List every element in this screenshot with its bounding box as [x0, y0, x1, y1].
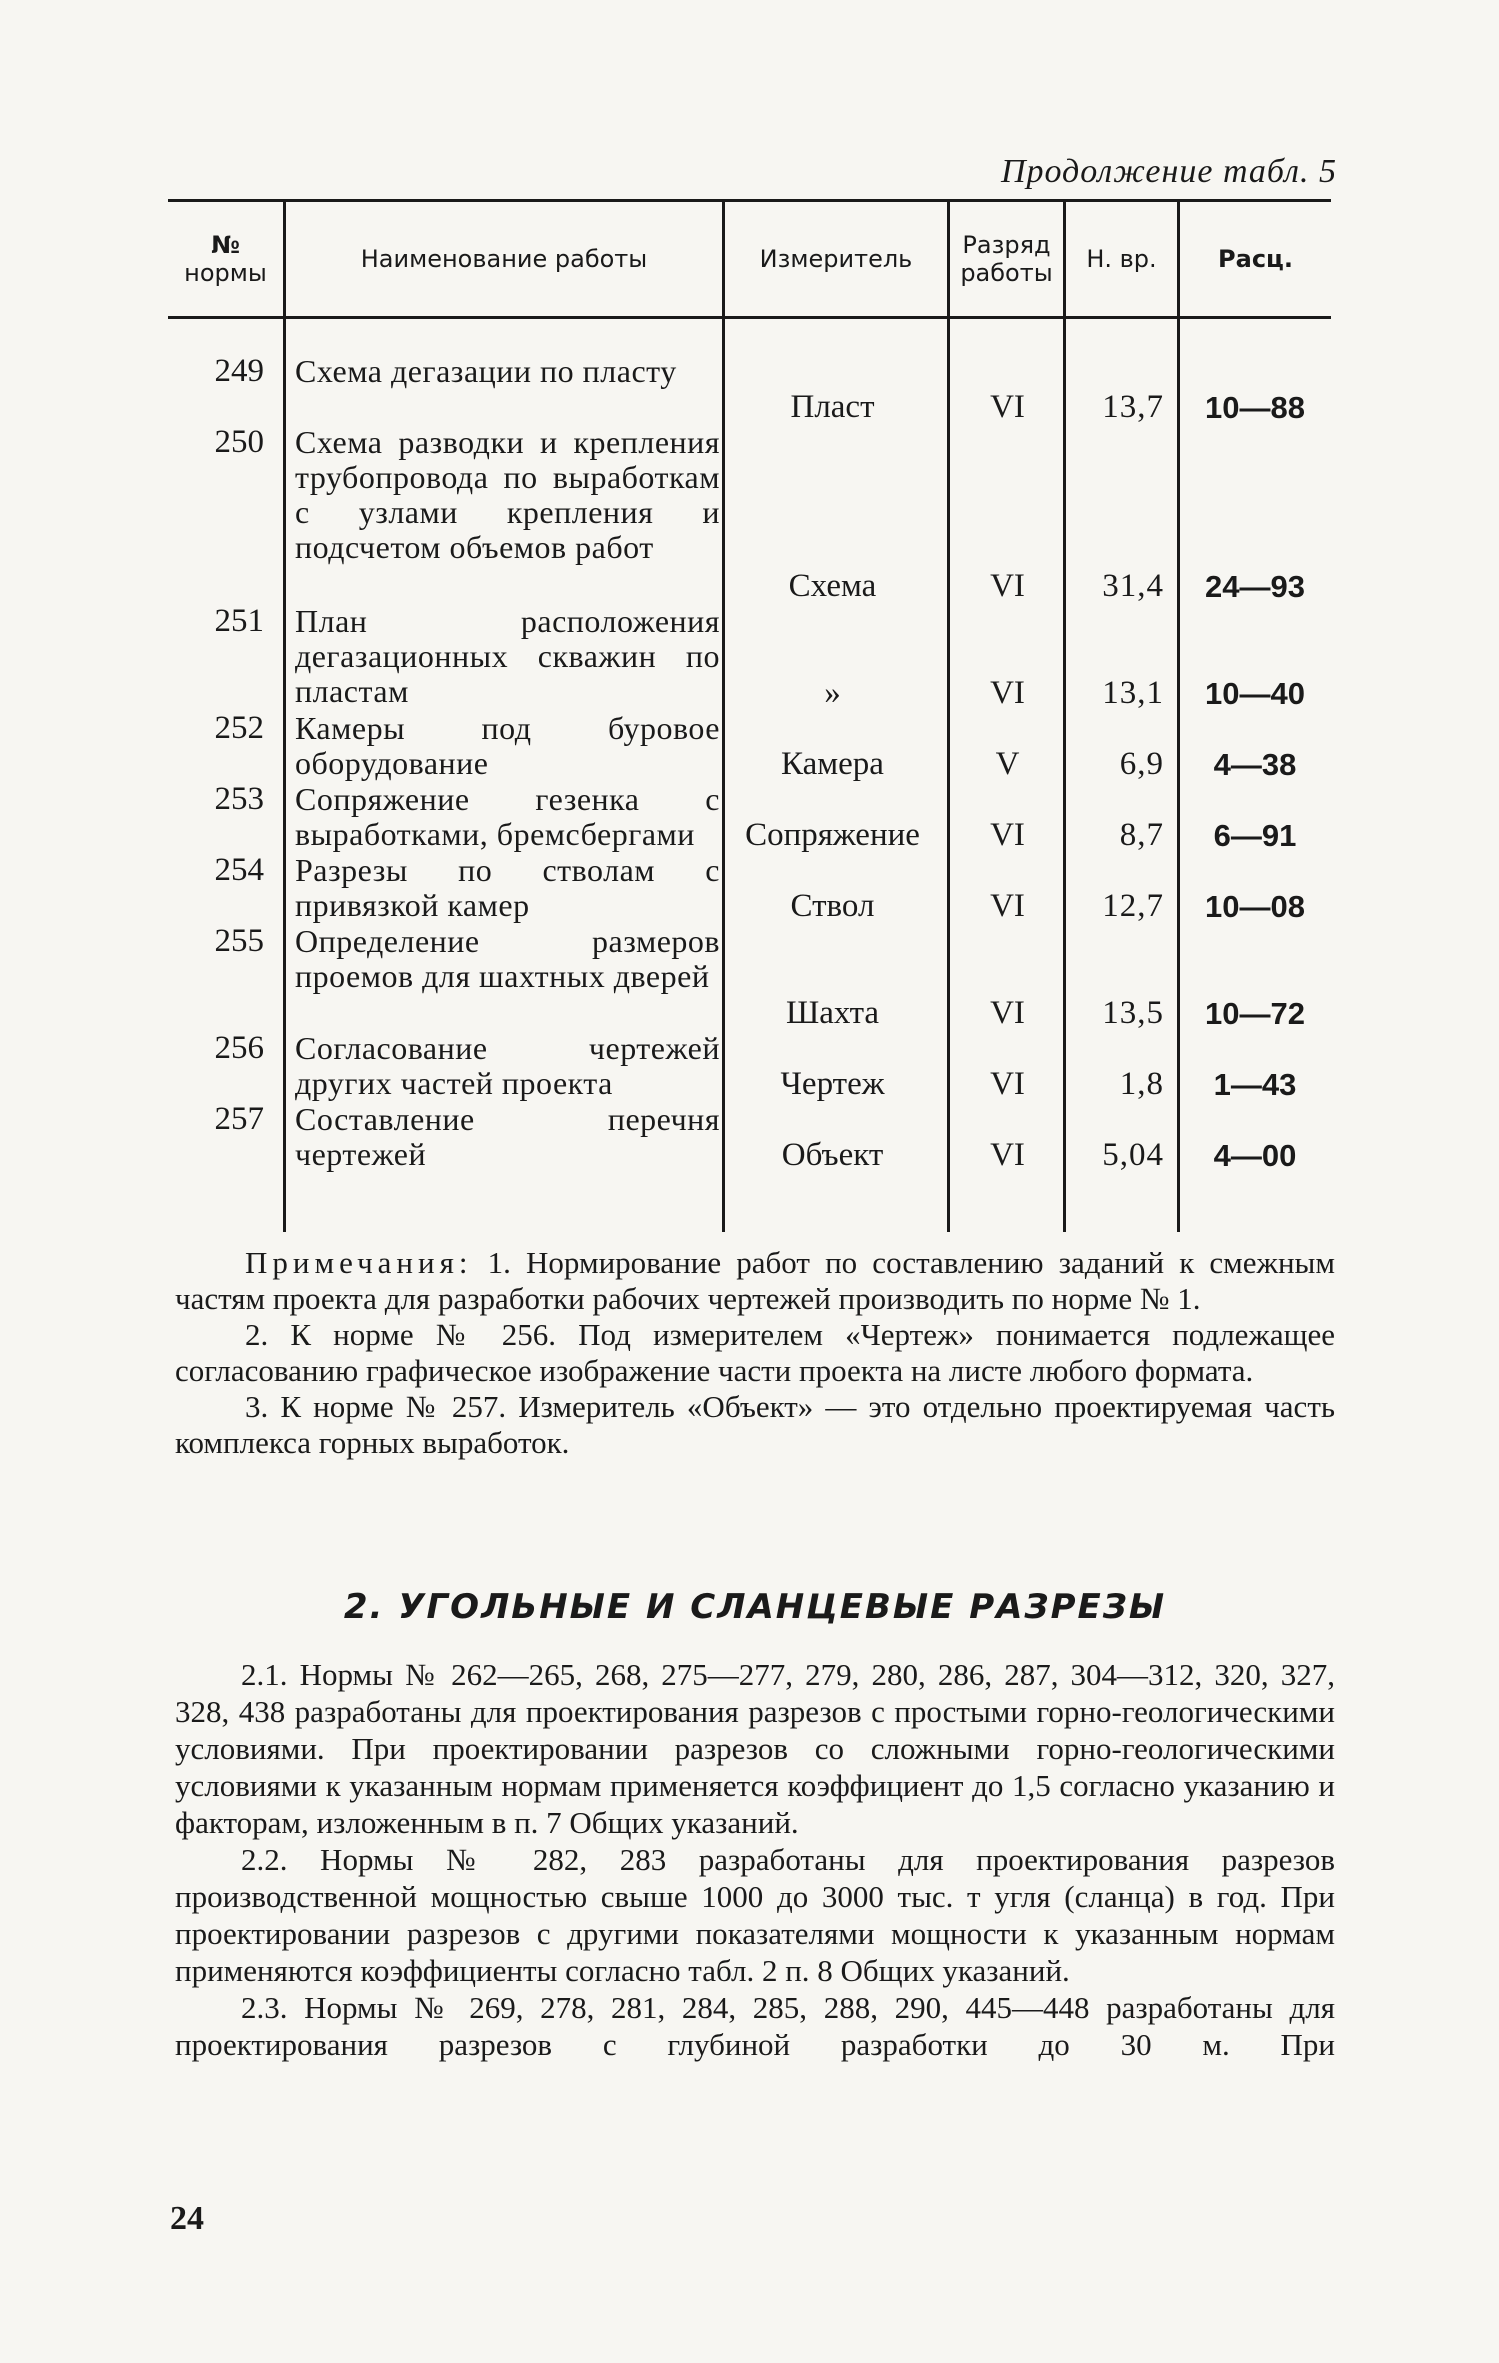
note-2: 2. К норме № 256. Под измерителем «Чертеж» понимается подлежащее согласованию графическое изображение части проекта на листе любого формата. [175, 1317, 1335, 1388]
row-number: 257 [214, 1101, 264, 1137]
row-price: 24—93 [1205, 569, 1305, 604]
header-number-sign: № [211, 231, 240, 259]
row-work-name: Разрезы по стволам с привязкой камер [295, 852, 720, 923]
row-unit: Чертеж [780, 1066, 885, 1102]
row-work-name: Схема разводки и крепления трубопровода по выработкам с узлами крепления и подсчетом объемов работ [295, 424, 720, 565]
row-grade: VI [990, 1137, 1025, 1173]
row-unit: Пласт [790, 389, 875, 425]
row-price: 10—72 [1205, 996, 1305, 1031]
paragraph: 2.3. Нормы № 269, 278, 281, 284, 285, 288, 290, 445—448 разработаны для проектирования разрезов с глубиной разработки до 30 м. При [175, 1990, 1335, 2062]
row-grade: VI [990, 817, 1025, 853]
row-price: 10—08 [1205, 889, 1305, 924]
header-number [168, 202, 283, 316]
notes-label: Примечания: [245, 1245, 473, 1280]
header-name: Наименование работы [360, 245, 648, 273]
section-title: 2. УГОЛЬНЫЕ И СЛАНЦЕВЫЕ РАЗРЕЗЫ [343, 1587, 1167, 1627]
header-grade-line1: Разряд [962, 231, 1051, 259]
row-work-name: Сопряжение гезенка с выработками, бремсбергами [295, 781, 720, 852]
header-unit: Измеритель [759, 245, 913, 273]
row-norm-time: 13,7 [1102, 389, 1164, 425]
row-norm-time: 31,4 [1102, 568, 1164, 604]
column-divider [283, 202, 286, 1232]
row-norm-time: 5,04 [1102, 1137, 1164, 1173]
row-price: 4—38 [1213, 747, 1297, 782]
row-price: 10—88 [1205, 390, 1305, 425]
row-number: 250 [214, 424, 264, 460]
row-grade: VI [990, 389, 1025, 425]
header-price: Расц. [1218, 245, 1293, 273]
row-unit: Схема [788, 568, 877, 604]
table-continuation-caption: Продолжение табл. 5 [1000, 153, 1337, 190]
section-body [175, 1656, 1335, 2063]
row-unit: Ствол [790, 888, 875, 924]
row-norm-time: 8,7 [1119, 817, 1164, 853]
note-1-text: 1. Нормирование работ по составлению заданий к смежным частям проекта для разработки рабочих чертежей производить по норме № 1. [175, 1245, 1335, 1316]
header-number-word: нормы [184, 259, 267, 287]
row-grade: VI [990, 568, 1025, 604]
header-grade-line2: работы [960, 259, 1053, 287]
header-grade [950, 202, 1063, 316]
row-work-name: Схема дегазации по пласту [295, 353, 677, 389]
row-norm-time: 13,5 [1102, 995, 1164, 1031]
row-norm-time: 6,9 [1119, 746, 1164, 782]
row-norm-time: 12,7 [1102, 888, 1164, 924]
row-work-name: Составление перечня чертежей [295, 1101, 720, 1172]
row-work-name: Определение размеров проемов для шахтных дверей [295, 923, 720, 994]
row-work-name: Согласование чертежей других частей проекта [295, 1030, 720, 1101]
row-work-name: Камеры под буровое оборудование [295, 710, 720, 781]
row-number: 253 [214, 781, 264, 817]
paragraph: 2.2. Нормы № 282, 283 разработаны для проектирования разрезов производственной мощностью свыше 1000 до 3000 тыс. т угля (сланца) в год. При проектировании разрезов с другими показателями мощности к указанным нормам применяются коэффициенты согласно табл. 2 п. 8 Общих указаний. [175, 1842, 1335, 1988]
row-unit: Сопряжение [745, 817, 920, 853]
table-notes [175, 1245, 1335, 1461]
row-number: 256 [214, 1030, 264, 1066]
note-1 [175, 1245, 1335, 1317]
row-norm-time: 13,1 [1102, 675, 1164, 711]
row-grade: VI [990, 888, 1025, 924]
row-price: 10—40 [1205, 676, 1305, 711]
row-grade: VI [990, 675, 1025, 711]
table-header-rule [168, 316, 1331, 319]
page-number: 24 [170, 2200, 204, 2237]
row-price: 1—43 [1213, 1067, 1297, 1102]
note-3: 3. К норме № 257. Измеритель «Объект» — это отдельно проектируемая часть комплекса горных выработок. [175, 1389, 1335, 1460]
row-price: 4—00 [1213, 1138, 1297, 1173]
row-grade: VI [990, 1066, 1025, 1102]
row-grade: VI [990, 995, 1025, 1031]
row-number: 251 [214, 603, 264, 639]
row-grade: V [995, 746, 1020, 782]
row-work-name: План расположения дегазационных скважин по пластам [295, 603, 720, 709]
row-unit: Объект [781, 1137, 884, 1173]
row-price: 6—91 [1213, 818, 1297, 853]
row-number: 254 [214, 852, 264, 888]
row-number: 249 [214, 353, 264, 389]
row-number: 252 [214, 710, 264, 746]
row-norm-time: 1,8 [1119, 1066, 1164, 1102]
paragraph: 2.1. Нормы № 262—265, 268, 275—277, 279, 280, 286, 287, 304—312, 320, 327, 328, 438 разработаны для проектирования разрезов с простыми горно-геологическими условиями. При проектировании разрезов со сложными горно-геологическими условиями к указанным нормам применяется коэффициент до 1,5 согласно указанию и факторам, изложенным в п. 7 Общих указаний. [175, 1657, 1335, 1840]
row-unit: Камера [781, 746, 884, 782]
row-unit: » [824, 675, 841, 711]
row-unit: Шахта [785, 995, 880, 1031]
row-number: 255 [214, 923, 264, 959]
header-norm-time: Н. вр. [1086, 245, 1157, 273]
